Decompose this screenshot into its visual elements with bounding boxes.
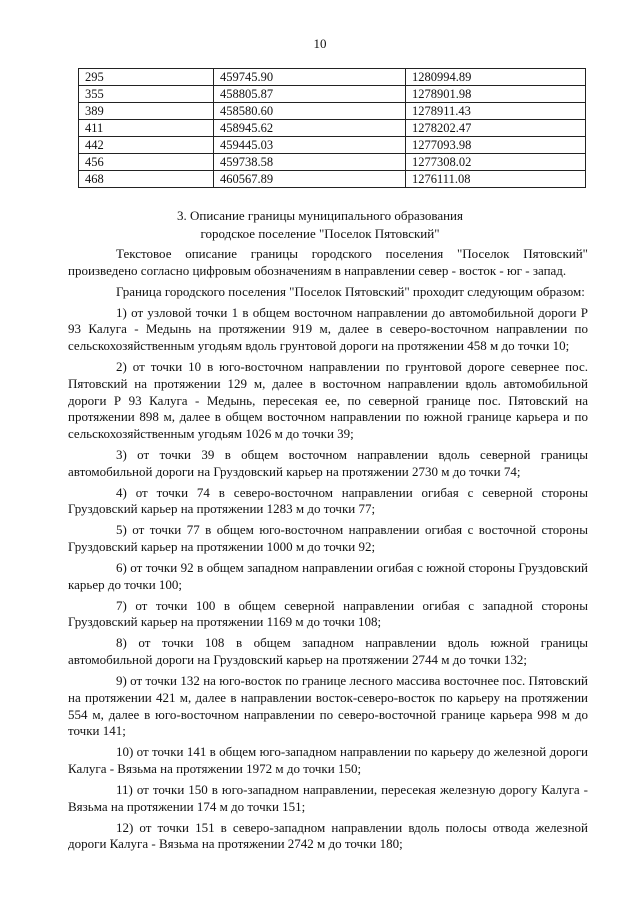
- section-title-line-1: 3. Описание границы муниципального образования: [177, 208, 463, 223]
- paragraph: Граница городского поселения "Поселок Пятовский" проходит следующим образом:: [116, 283, 585, 299]
- table-cell-y: 1278901.98: [406, 86, 586, 103]
- section-title-line-2: городское поселение "Поселок Пятовский": [200, 226, 440, 241]
- table-cell-point: 355: [79, 86, 214, 103]
- paragraph: 8) от точки 108 в общем западном направлении вдоль южной границы автомобильной дороги на Груздовский карьер на протяжении 2744 м до точки 132;: [68, 635, 588, 668]
- table-cell-x: 459445.03: [214, 137, 406, 154]
- paragraph: 4) от точки 74 в северо-восточном направлении огибая с северной стороны Груздовский карьер на протяжении 1283 м до точки 77;: [68, 484, 588, 517]
- table-row: [79, 120, 586, 137]
- table-cell-y: 1280994.89: [406, 69, 586, 86]
- page-number: 10: [313, 36, 327, 51]
- table-cell-y: 1277308.02: [406, 154, 586, 171]
- paragraph: 11) от точки 150 в юго-западном направлении, пересекая железную дорогу Калуга - Вязьма на протяжении 174 м до точки 151;: [68, 781, 588, 814]
- table-row: [79, 171, 586, 188]
- paragraph: 10) от точки 141 в общем юго-западном направлении по карьеру до железной дороги Калуга - Вязьма на протяжении 1972 м до точки 150;: [68, 744, 588, 776]
- table-cell-point: 456: [79, 154, 214, 171]
- table-cell-x: 458805.87: [214, 86, 406, 103]
- section-title: [0, 207, 640, 243]
- paragraph: 9) от точки 132 на юго-восток по границе лесного массива восточнее пос. Пятовский на протяжении 421 м, далее в направлении восток-северо-восток по карьеру на протяжении 554 м, далее в юго-восточном направлении по северо-восточной границе карьера 998 м до точки 141;: [68, 673, 588, 739]
- table-row: [79, 137, 586, 154]
- table-row: [79, 154, 586, 171]
- table-row: [79, 69, 586, 86]
- table-cell-x: 460567.89: [214, 171, 406, 188]
- table-cell-x: 458945.62: [214, 120, 406, 137]
- table-row: [79, 103, 586, 120]
- table-cell-point: 442: [79, 137, 214, 154]
- paragraph: Текстовое описание границы городского поселения "Поселок Пятовский" произведено согласно цифровым обозначениям в направлении север - восток - юг - запад.: [68, 246, 588, 278]
- coordinates-table: [78, 68, 586, 188]
- paragraph: 2) от точки 10 в юго-восточном направлении по грунтовой дороге севернее пос. Пятовский на протяжении 129 м, далее в восточном направлении вдоль автомобильной дороги Р 93 Калуга - Медынь, пересекая ее, по северной границе пос. Пятовский на протяжении 898 м, далее в общем восточном направлении по южной границе карьера и по сельскохозяйственным угодьям 1026 м до точки 39;: [68, 359, 588, 441]
- table-cell-x: 458580.60: [214, 103, 406, 120]
- table-cell-y: 1277093.98: [406, 137, 586, 154]
- table-cell-x: 459745.90: [214, 69, 406, 86]
- table-cell-point: 411: [79, 120, 214, 137]
- table-row: [79, 86, 586, 103]
- paragraph: 6) от точки 92 в общем западном направлении огибая с южной стороны Груздовский карьер до точки 100;: [68, 560, 588, 592]
- table-cell-x: 459738.58: [214, 154, 406, 171]
- table-cell-point: 468: [79, 171, 214, 188]
- boundary-description: [68, 246, 588, 857]
- paragraph: 12) от точки 151 в северо-западном направлении вдоль полосы отвода железной дороги Калуга - Вязьма на протяжении 2742 м до точки 180;: [68, 819, 588, 852]
- paragraph: 5) от точки 77 в общем юго-восточном направлении огибая с восточной стороны Груздовский карьер на протяжении 1000 м до точки 92;: [68, 522, 588, 555]
- paragraph: 7) от точки 100 в общем северной направлении огибая с западной стороны Груздовский карьер на протяжении 1169 м до точки 108;: [68, 597, 588, 630]
- table-cell-y: 1276111.08: [406, 171, 586, 188]
- paragraph: 1) от узловой точки 1 в общем восточном направлении до автомобильной дороги Р 93 Калуга - Медынь на протяжении 919 м, далее в северо-восточном направлении по сельскохозяйственным угодьям вдоль грунтовой дороги на протяжении 458 м до точки 10;: [68, 304, 588, 354]
- table-cell-point: 389: [79, 103, 214, 120]
- table-cell-point: 295: [79, 69, 214, 86]
- table-cell-y: 1278202.47: [406, 120, 586, 137]
- paragraph: 3) от точки 39 в общем восточном направлении вдоль северной границы автомобильной дороги на Груздовский карьер на протяжении 2730 м до точки 74;: [68, 446, 588, 479]
- table-cell-y: 1278911.43: [406, 103, 586, 120]
